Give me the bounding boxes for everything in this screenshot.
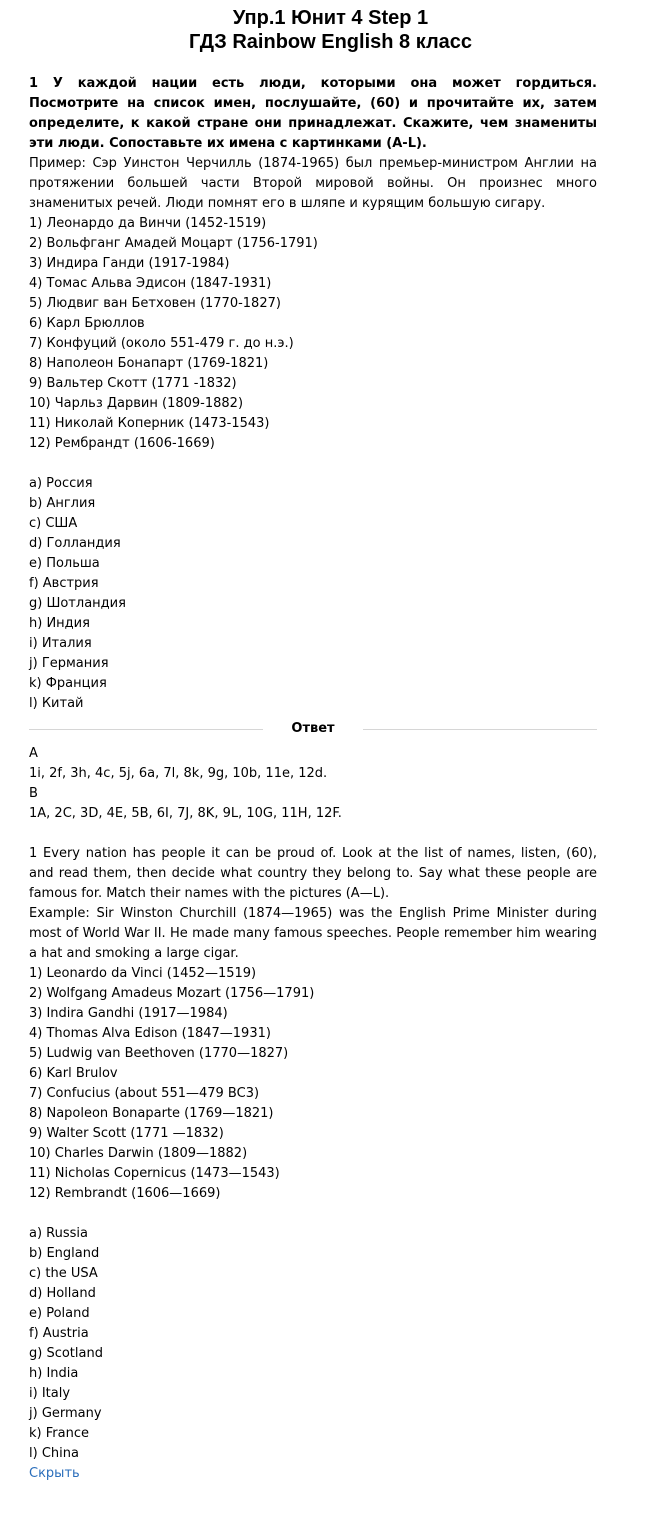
title-line-1: Упр.1 Юнит 4 Step 1 [232, 7, 429, 29]
ru-name-item: 5) Людвиг ван Бетховен (1770-1827) [29, 296, 281, 311]
en-country-item: h) India [29, 1366, 79, 1381]
content [29, 74, 597, 1484]
en-name-item: 12) Rembrandt (1606—1669) [29, 1186, 221, 1201]
ru-name-item: 4) Томас Альва Эдисон (1847-1931) [29, 276, 272, 291]
ru-country-item: e) Польша [29, 556, 100, 571]
en-country-item: k) France [29, 1426, 89, 1441]
ru-name-item: 12) Рембрандт (1606-1669) [29, 436, 215, 451]
en-name-item: 6) Karl Brulov [29, 1066, 118, 1081]
answer-b-value: 1A, 2C, 3D, 4E, 5B, 6I, 7J, 8K, 9L, 10G, 11H, 12F. [29, 806, 342, 821]
ru-country-item: b) Англия [29, 496, 96, 511]
en-country-item: g) Scotland [29, 1346, 103, 1361]
ru-country-item: d) Голландия [29, 536, 121, 551]
en-name-item: 10) Charles Darwin (1809—1882) [29, 1146, 248, 1161]
ru-name-item: 1) Леонардо да Винчи (1452-1519) [29, 216, 267, 231]
divider-rule-left [29, 729, 263, 730]
ru-country-item: f) Австрия [29, 576, 99, 591]
en-country-item: c) the USA [29, 1266, 98, 1281]
en-countries-list [29, 1224, 597, 1464]
en-country-item: f) Austria [29, 1326, 89, 1341]
answer-divider [29, 714, 597, 744]
task-ru-instruction: 1 У каждой нации есть люди, которыми она может гордиться. Посмотрите на список имен, послушайте, (60) и прочитайте их, затем определите, к какой стране они принадлежат. Скажите, чем знамениты эти люди. Сопоставьте их имена с картинками (A-L). [29, 76, 597, 151]
ru-country-item: h) Индия [29, 616, 90, 631]
answer-heading: Ответ [291, 721, 335, 736]
en-country-item: i) Italy [29, 1386, 71, 1401]
ru-countries-list [29, 474, 597, 714]
en-name-item: 2) Wolfgang Amadeus Mozart (1756—1791) [29, 986, 315, 1001]
en-country-item: d) Holland [29, 1286, 96, 1301]
ru-name-item: 3) Индира Ганди (1917-1984) [29, 256, 230, 271]
en-names-list [29, 964, 597, 1204]
ru-name-item: 6) Карл Брюллов [29, 316, 145, 331]
ru-country-item: i) Италия [29, 636, 92, 651]
en-name-item: 8) Napoleon Bonaparte (1769—1821) [29, 1106, 274, 1121]
answer-a-value: 1i, 2f, 3h, 4c, 5j, 6a, 7l, 8k, 9g, 10b, 11e, 12d. [29, 766, 328, 781]
ru-country-item: c) США [29, 516, 78, 531]
en-country-item: l) China [29, 1446, 79, 1461]
page-title [0, 0, 661, 54]
divider-rule-right [363, 729, 597, 730]
ru-country-item: a) Россия [29, 476, 93, 491]
task-en-instruction: 1 Every nation has people it can be proud of. Look at the list of names, listen, (60), and read them, then decide what country they belong to. Say what these people are famous for. Match their names with the pictures (A—L). [29, 846, 597, 901]
en-country-item: a) Russia [29, 1226, 88, 1241]
task-en-example: Example: Sir Winston Churchill (1874—1965) was the English Prime Minister during most of World War II. He made many famous speeches. People remember him wearing a hat and smoking a large cigar. [29, 906, 597, 961]
title-line-2: ГДЗ Rainbow English 8 класс [188, 31, 473, 53]
en-name-item: 1) Leonardo da Vinci (1452—1519) [29, 966, 257, 981]
task-ru-example: Пример: Сэр Уинстон Черчилль (1874-1965) был премьер-министром Англии на протяжении большей части Второй мировой войны. Он произнес много знаменитых речей. Люди помнят его в шляпе и курящим большую сигару. [29, 156, 597, 211]
ru-country-item: l) Китай [29, 696, 84, 711]
ru-country-item: g) Шотландия [29, 596, 126, 611]
answer-b-label: B [29, 786, 38, 801]
en-country-item: b) England [29, 1246, 100, 1261]
en-name-item: 5) Ludwig van Beethoven (1770—1827) [29, 1046, 289, 1061]
en-country-item: e) Poland [29, 1306, 90, 1321]
hide-link[interactable]: Скрыть [29, 1466, 80, 1481]
ru-name-item: 11) Николай Коперник (1473-1543) [29, 416, 270, 431]
ru-country-item: j) Германия [29, 656, 109, 671]
ru-name-item: 8) Наполеон Бонапарт (1769-1821) [29, 356, 269, 371]
ru-name-item: 2) Вольфганг Амадей Моцарт (1756-1791) [29, 236, 318, 251]
en-name-item: 11) Nicholas Copernicus (1473—1543) [29, 1166, 280, 1181]
ru-name-item: 10) Чарльз Дарвин (1809-1882) [29, 396, 244, 411]
ru-country-item: k) Франция [29, 676, 107, 691]
en-name-item: 3) Indira Gandhi (1917—1984) [29, 1006, 228, 1021]
answer-a-label: A [29, 746, 38, 761]
en-name-item: 7) Confucius (about 551—479 BC3) [29, 1086, 260, 1101]
ru-name-item: 9) Вальтер Скотт (1771 -1832) [29, 376, 237, 391]
en-country-item: j) Germany [29, 1406, 102, 1421]
en-name-item: 4) Thomas Alva Edison (1847—1931) [29, 1026, 271, 1041]
ru-name-item: 7) Конфуций (около 551-479 г. до н.э.) [29, 336, 294, 351]
ru-names-list [29, 214, 597, 454]
en-name-item: 9) Walter Scott (1771 —1832) [29, 1126, 224, 1141]
